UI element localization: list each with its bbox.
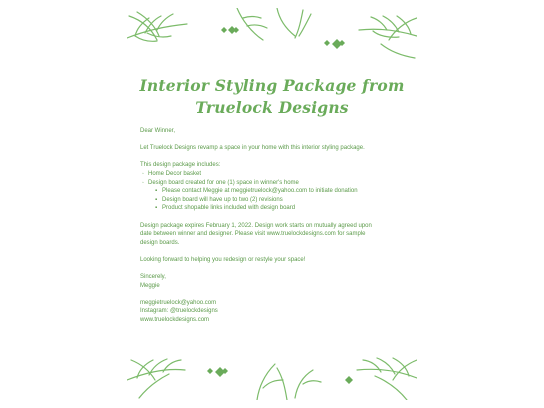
intro-paragraph: Let Truelock Designs revamp a space in your home with this interior styling package.: [140, 145, 365, 152]
letter-body: [140, 127, 412, 325]
list-item: ◦ Home Decor basket: [140, 170, 412, 179]
expiry-line: Design package expires February 1, 2022. Design work starts on mutually agreed upon: [140, 222, 372, 229]
contact-email: meggietruelock@yahoo.com: [140, 299, 217, 306]
sub-list-item: ▪ Product shopable links included with design board: [140, 204, 412, 213]
signature-name: Meggie: [140, 282, 160, 289]
sub-list-item: ▪ Please contact Meggie at meggietruelock@yahoo.com to initiate donation: [140, 187, 412, 196]
expiry-line: design boards.: [140, 239, 180, 246]
list-item: ◦ Design board created for one (1) space in winner's home: [140, 179, 412, 188]
title-line-2: Truelock Designs: [195, 98, 349, 117]
includes-heading: This design package includes:: [140, 162, 221, 169]
signoff: Sincerely,: [140, 274, 166, 281]
sub-list-item: ▪ Design board will have up to two (2) revisions: [140, 196, 412, 205]
closing-note: Looking forward to helping you redesign or restyle your space!: [140, 256, 306, 263]
title-line-1: Interior Styling Package from: [139, 76, 405, 95]
contact-instagram: Instagram: @truelockdesigns: [140, 308, 218, 315]
contact-website: www.truelockdesigns.com: [140, 317, 210, 324]
expiry-line: date between winner and designer. Please visit www.truelockdesigns.com for sample: [140, 231, 366, 238]
flyer-page: [127, 8, 417, 400]
greeting: Dear Winner,: [140, 128, 176, 134]
